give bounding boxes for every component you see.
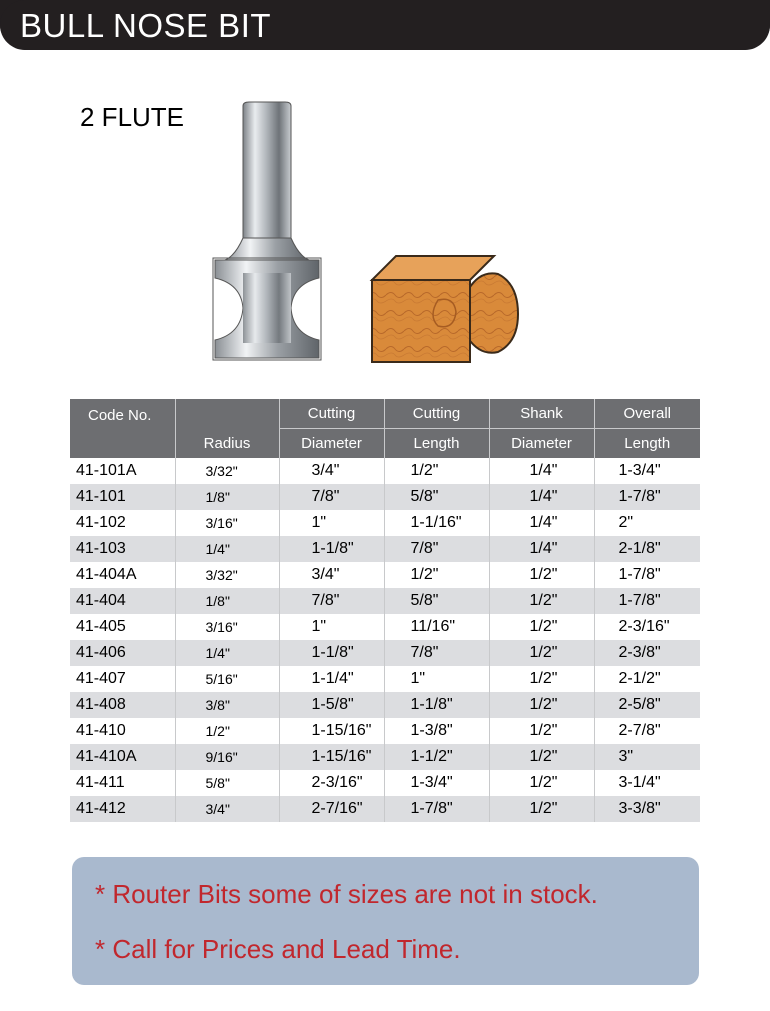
cell-cutting-length: 1-1/2" xyxy=(384,744,489,770)
table-row xyxy=(70,510,700,536)
cell-overall-length: 2-1/8" xyxy=(594,536,700,562)
cell-cutting-diameter: 2-3/16" xyxy=(279,770,384,796)
cell-cutting-diameter: 1-1/8" xyxy=(279,640,384,666)
col-header-radius: Radius xyxy=(175,399,279,458)
cell-cutting-length: 1/2" xyxy=(384,458,489,484)
cell-overall-length: 3" xyxy=(594,744,700,770)
cell-cutting-length: 1-3/8" xyxy=(384,718,489,744)
table-row xyxy=(70,640,700,666)
cell-overall-length: 1-3/4" xyxy=(618,462,661,479)
cell-cutting-diameter: 7/8" xyxy=(279,588,384,614)
cell-code: 41-410 xyxy=(70,718,175,744)
cell-radius: 3/4" xyxy=(175,796,279,822)
col-header-cutting-length-top: Cutting xyxy=(384,399,489,429)
col-header-cutting-diameter-top: Cutting xyxy=(279,399,384,429)
cell-code: 41-408 xyxy=(70,692,175,718)
cell-overall-length: 2-1/2" xyxy=(618,670,661,687)
cell-overall-length: 2-3/16" xyxy=(618,618,670,635)
cell-overall-length: 3-1/4" xyxy=(618,774,661,791)
stock-notice: * Router Bits some of sizes are not in stock. xyxy=(95,879,598,909)
cell-radius: 5/16" xyxy=(175,666,279,692)
cell-shank-diameter: 1/2" xyxy=(489,796,594,822)
table-row xyxy=(70,458,700,484)
cell-code: 41-102 xyxy=(70,510,175,536)
cell-radius: 3/16" xyxy=(175,614,279,640)
cell-overall-length: 1-7/8" xyxy=(594,484,700,510)
cell-radius: 1/4" xyxy=(175,536,279,562)
wood-profile-image xyxy=(368,250,523,365)
col-header-cutting-length-bottom: Length xyxy=(384,429,489,459)
cell-radius: 1/8" xyxy=(175,484,279,510)
title-banner xyxy=(0,0,770,50)
table-row xyxy=(70,588,700,614)
cell-overall-length: 2-3/8" xyxy=(594,640,700,666)
cell-code: 41-404 xyxy=(70,588,175,614)
table-row xyxy=(70,666,700,692)
table-row xyxy=(70,796,700,822)
page-title: BULL NOSE BIT xyxy=(20,7,272,44)
cell-code: 41-101 xyxy=(70,484,175,510)
col-header-cutting-diameter-bottom: Diameter xyxy=(279,429,384,459)
cell-shank-diameter: 1/2" xyxy=(489,588,594,614)
cell-radius: 5/8" xyxy=(175,770,279,796)
cell-shank-diameter: 1/2" xyxy=(489,692,594,718)
cell-cutting-diameter: 1" xyxy=(279,614,384,640)
spec-table xyxy=(70,399,700,822)
cell-cutting-diameter: 1-15/16" xyxy=(279,718,384,744)
flute-label: 2 FLUTE xyxy=(80,102,185,132)
col-header-code: Code No. xyxy=(70,399,175,458)
cell-cutting-length: 5/8" xyxy=(384,484,489,510)
table-row xyxy=(70,770,700,796)
cell-shank-diameter: 1/4" xyxy=(489,536,594,562)
cell-overall-length: 2-5/8" xyxy=(594,692,700,718)
table-header-row xyxy=(70,399,700,429)
cell-overall-length: 1-7/8" xyxy=(594,588,700,614)
cell-shank-diameter: 1/2" xyxy=(489,640,594,666)
col-header-overall-top: Overall xyxy=(594,399,700,429)
cell-radius: 1/4" xyxy=(175,640,279,666)
cell-overall-length: 1-7/8" xyxy=(618,566,661,583)
notice-box xyxy=(72,857,699,985)
cell-radius: 9/16" xyxy=(175,744,279,770)
cell-code: 41-405 xyxy=(70,614,175,640)
table-row xyxy=(70,692,700,718)
cell-radius: 3/32" xyxy=(175,562,279,588)
cell-radius: 3/32" xyxy=(175,458,279,484)
cell-shank-diameter: 1/2" xyxy=(489,718,594,744)
cell-cutting-length: 1-3/4" xyxy=(384,770,489,796)
cell-code: 41-404A xyxy=(70,562,175,588)
table-row xyxy=(70,562,700,588)
table-row xyxy=(70,718,700,744)
cell-cutting-length: 7/8" xyxy=(384,536,489,562)
cell-overall-length: 3-3/8" xyxy=(594,796,700,822)
cell-cutting-diameter: 1-1/8" xyxy=(279,536,384,562)
cell-cutting-length: 7/8" xyxy=(384,640,489,666)
cell-cutting-length: 1" xyxy=(384,666,489,692)
cell-code: 41-410A xyxy=(70,744,175,770)
cell-cutting-diameter: 1-15/16" xyxy=(279,744,384,770)
table-row xyxy=(70,614,700,640)
cell-radius: 3/8" xyxy=(175,692,279,718)
cell-shank-diameter: 1/2" xyxy=(489,666,594,692)
cell-shank-diameter: 1/4" xyxy=(489,484,594,510)
cell-radius: 3/16" xyxy=(175,510,279,536)
cell-cutting-diameter: 1-1/4" xyxy=(279,666,384,692)
cell-cutting-diameter: 7/8" xyxy=(279,484,384,510)
cell-cutting-length: 1/2" xyxy=(384,562,489,588)
cell-shank-diameter: 1/4" xyxy=(489,510,594,536)
cell-cutting-diameter: 1" xyxy=(279,510,384,536)
table-row xyxy=(70,484,700,510)
cell-cutting-diameter: 3/4" xyxy=(279,562,384,588)
cell-overall-length: 2-7/8" xyxy=(618,722,661,739)
cell-shank-diameter: 1/4" xyxy=(489,458,594,484)
cell-code: 41-407 xyxy=(70,666,175,692)
cell-shank-diameter: 1/2" xyxy=(489,562,594,588)
cell-cutting-diameter: 1-5/8" xyxy=(279,692,384,718)
col-header-overall-bottom: Length xyxy=(594,429,700,459)
cell-cutting-length: 1-1/8" xyxy=(384,692,489,718)
cell-cutting-length: 1-1/16" xyxy=(384,510,489,536)
cell-cutting-length: 1-7/8" xyxy=(384,796,489,822)
cell-overall-length: 2" xyxy=(618,514,634,531)
cell-cutting-diameter: 2-7/16" xyxy=(279,796,384,822)
cell-cutting-diameter: 3/4" xyxy=(279,458,384,484)
cell-cutting-length: 5/8" xyxy=(384,588,489,614)
pricing-notice: * Call for Prices and Lead Time. xyxy=(95,934,461,964)
cell-code: 41-406 xyxy=(70,640,175,666)
cell-radius: 1/8" xyxy=(175,588,279,614)
cell-cutting-length: 11/16" xyxy=(384,614,489,640)
cell-shank-diameter: 1/2" xyxy=(489,744,594,770)
cell-code: 41-101A xyxy=(70,458,175,484)
cell-code: 41-411 xyxy=(70,770,175,796)
table-row xyxy=(70,744,700,770)
col-header-shank-bottom: Diameter xyxy=(489,429,594,459)
cell-code: 41-412 xyxy=(70,796,175,822)
cell-radius: 1/2" xyxy=(175,718,279,744)
cell-shank-diameter: 1/2" xyxy=(489,770,594,796)
col-header-shank-top: Shank xyxy=(489,399,594,429)
cell-shank-diameter: 1/2" xyxy=(489,614,594,640)
table-row xyxy=(70,536,700,562)
router-bit-image xyxy=(205,98,340,368)
cell-code: 41-103 xyxy=(70,536,175,562)
